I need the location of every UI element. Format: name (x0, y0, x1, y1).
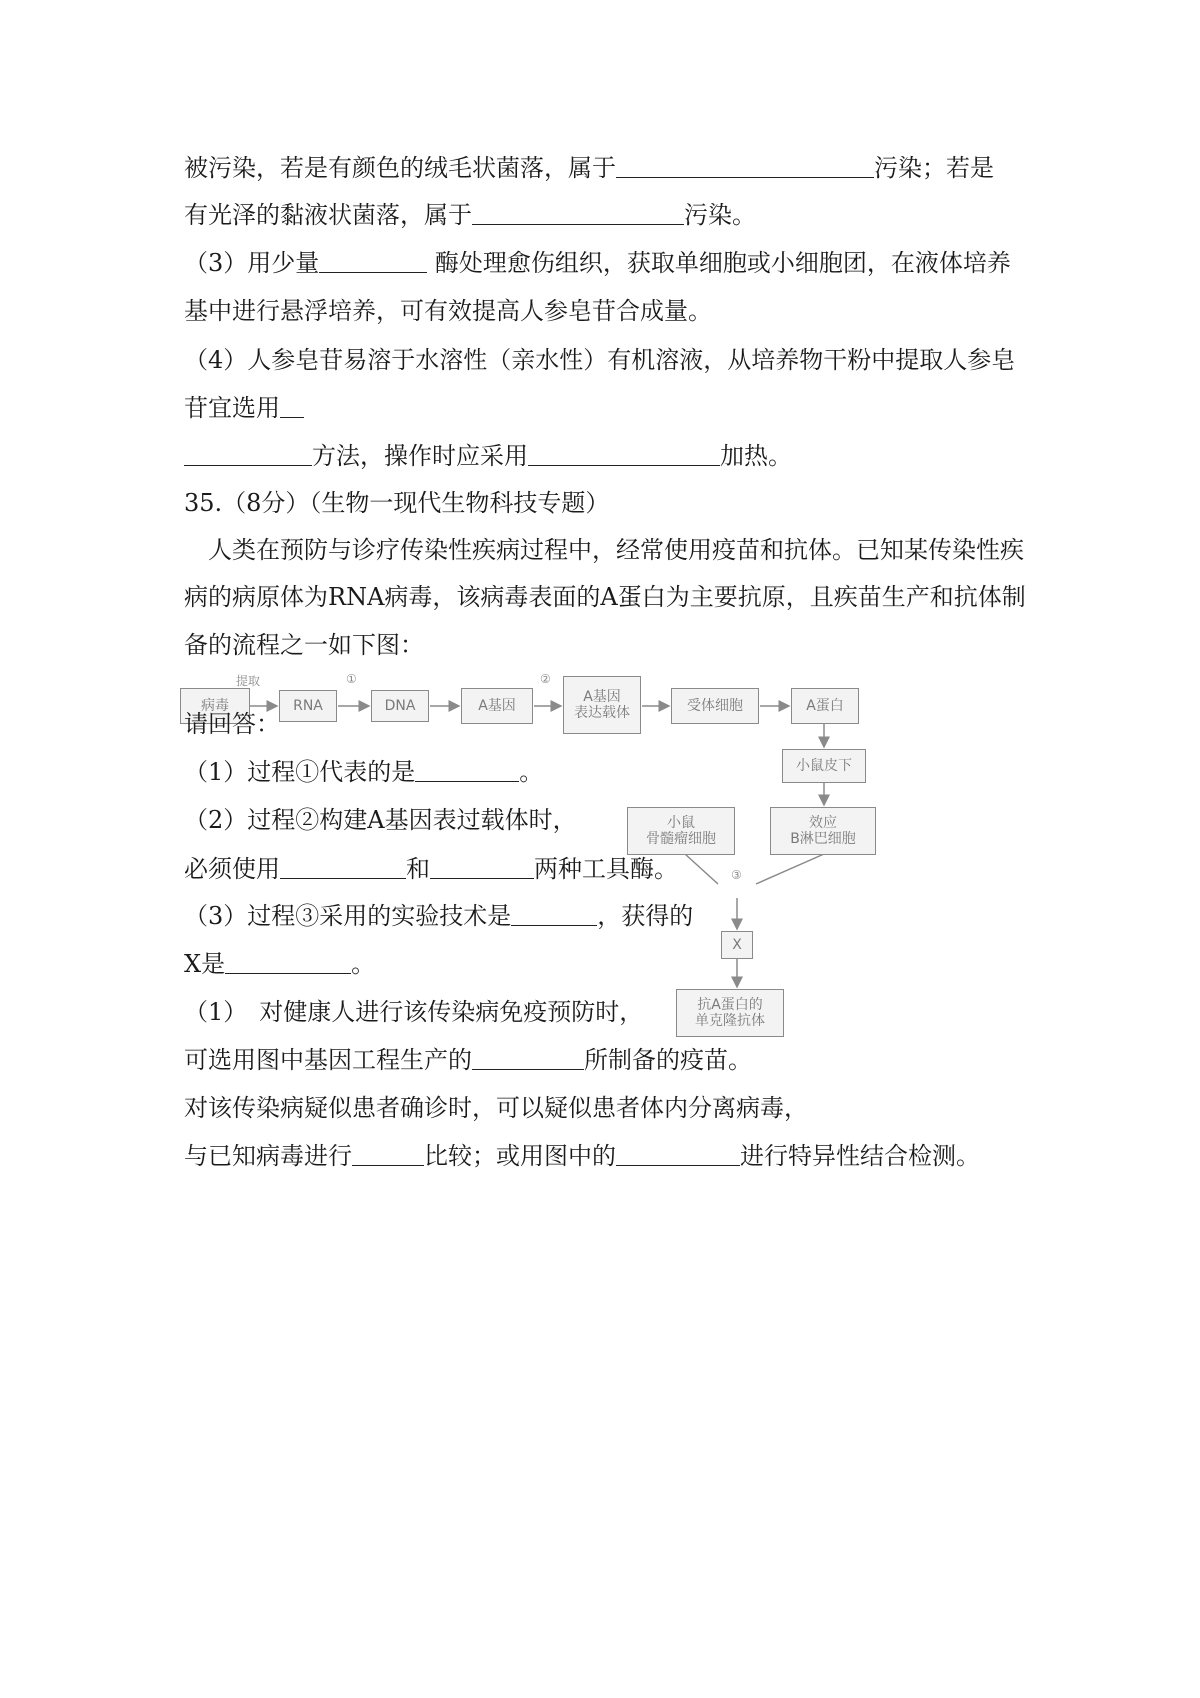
text: ，获得的 (597, 902, 694, 930)
node-gene-a: A基因 (461, 688, 533, 724)
text: （4）人参皂苷易溶于水溶性（亲水性）有机溶液，从培养物干粉中提取人参皂 (184, 346, 1016, 374)
text-line (184, 627, 424, 663)
text: 与已知病毒进行 (184, 1142, 352, 1170)
text: 被污染，若是有颜色的绒毛状菌落，属于 (184, 154, 616, 182)
text: 必须使用 (184, 855, 280, 883)
text: 所制备的疫苗。 (584, 1046, 752, 1074)
label-step-3: ③ (731, 868, 742, 882)
answer-blank[interactable] (319, 246, 427, 273)
answer-blank[interactable] (184, 439, 312, 466)
text: 人类在预防与诊疗传染性疾病过程中，经常使用疫苗和抗体。已知某传染性疾 (184, 536, 1024, 564)
text: 污染。 (684, 201, 756, 229)
text-line (184, 293, 712, 329)
text-line (184, 150, 994, 186)
node-host-cell: 受体细胞 (671, 688, 759, 724)
text: 。 (351, 950, 376, 978)
answer-blank[interactable] (415, 755, 519, 782)
text-line (184, 1138, 980, 1174)
answer-blank[interactable] (511, 899, 597, 926)
text: X是 (184, 950, 226, 978)
text: （1）过程①代表的是 (184, 758, 416, 786)
answer-blank[interactable] (472, 1043, 584, 1070)
question-4 (184, 342, 1015, 378)
text: 进行特异性结合检测。 (740, 1142, 980, 1170)
node-dna: DNA (371, 690, 429, 722)
question-3 (184, 245, 1011, 281)
answer-blank[interactable] (472, 198, 684, 225)
label-step-2: ② (540, 672, 551, 686)
answer-blank[interactable] (280, 852, 406, 879)
node-effector-b-cell: 效应 B淋巴细胞 (770, 807, 876, 855)
text-line (184, 390, 304, 426)
text-line (184, 1042, 752, 1078)
answer-4 (184, 994, 643, 1030)
text: 加热。 (720, 442, 792, 470)
text: 请回答： (184, 710, 280, 738)
text: 35.（8分）（生物一现代生物科技专题） (184, 489, 610, 517)
text: 基中进行悬浮培养，可有效提高人参皂苷合成量。 (184, 297, 712, 325)
text: 和 (406, 855, 430, 883)
answer-blank[interactable] (430, 852, 534, 879)
text: 可选用图中基因工程生产的 (184, 1046, 472, 1074)
answer-blank[interactable] (280, 391, 304, 418)
text: 比较；或用图中的 (424, 1142, 616, 1170)
text-line (184, 579, 1026, 615)
label-step-1: ① (346, 672, 357, 686)
text: 病的病原体为RNA病毒，该病毒表面的A蛋白为主要抗原，且疾苗生产和抗体制 (184, 583, 1026, 611)
node-protein-a: A蛋白 (791, 688, 859, 724)
text: 有光泽的黏液状菌落，属于 (184, 201, 472, 229)
answer-2 (184, 802, 577, 838)
text: 污染；若是 (874, 154, 994, 182)
text: 对该传染病疑似患者确诊时，可以疑似患者体内分离病毒， (184, 1094, 808, 1122)
answer-blank[interactable] (352, 1139, 424, 1166)
text-line (184, 532, 1024, 568)
answer-blank[interactable] (616, 1139, 740, 1166)
node-expression-vector: A基因 表达载体 (563, 676, 641, 734)
node-mouse-subcutaneous: 小鼠皮下 (782, 749, 866, 783)
text: 。 (519, 758, 544, 786)
answer-blank[interactable] (225, 947, 351, 974)
text: 方法，操作时应采用 (312, 442, 528, 470)
text: （2）过程②构建A基因表过载体时， (184, 806, 577, 834)
text: （3）用少量 (184, 249, 320, 277)
label-extract: 提取 (236, 674, 261, 688)
question-35-heading (184, 485, 609, 521)
text-line (184, 438, 792, 474)
node-x: X (721, 931, 753, 959)
node-rna: RNA (279, 690, 337, 722)
text: 酶处理愈伤组织，获取单细胞或小细胞团，在液体培养 (427, 249, 1011, 277)
answer-1 (184, 754, 543, 790)
text: （1） 对健康人进行该传染病免疫预防时， (184, 998, 644, 1026)
node-myeloma-cell: 小鼠 骨髓瘤细胞 (627, 807, 735, 855)
text-line (184, 1090, 808, 1126)
text: （3）过程③采用的实验技术是 (184, 902, 512, 930)
text-line (184, 946, 375, 982)
answer-3 (184, 898, 693, 934)
text: 苷宜选用 (184, 394, 280, 422)
node-monoclonal-antibody: 抗A蛋白的 单克隆抗体 (676, 989, 784, 1037)
text-line (184, 851, 678, 887)
answer-blank[interactable] (528, 439, 720, 466)
text: 备的流程之一如下图： (184, 631, 424, 659)
text: 两种工具酶。 (534, 855, 678, 883)
prompt (184, 706, 280, 742)
text-line (184, 197, 756, 233)
answer-blank[interactable] (616, 151, 874, 178)
node-virus: 病毒 (180, 688, 250, 724)
